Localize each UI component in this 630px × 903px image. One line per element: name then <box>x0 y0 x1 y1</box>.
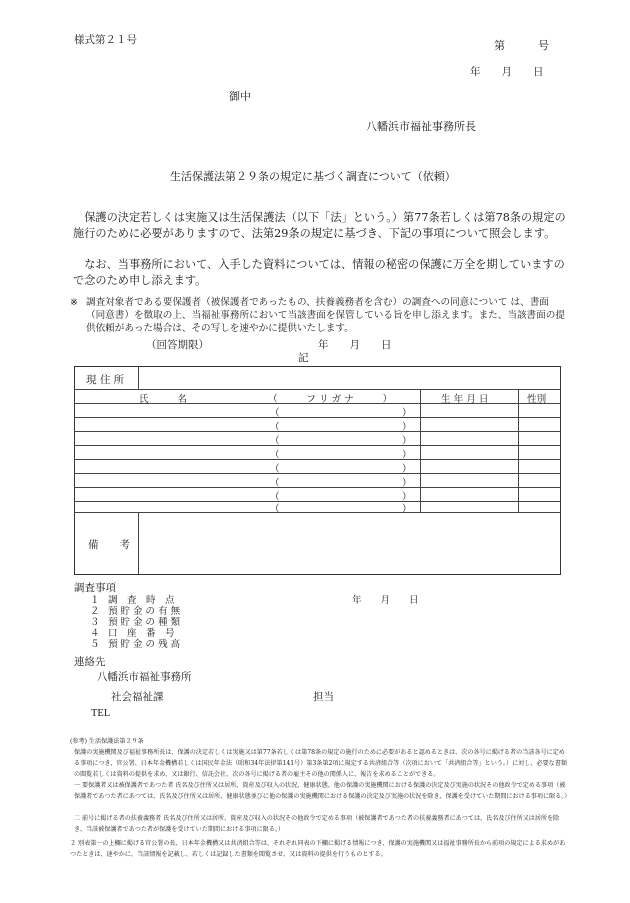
furigana-open-paren: （ <box>270 450 280 461</box>
remarks-label: 備 考 <box>88 539 130 551</box>
column-birthdate: 生 年 月 日 <box>441 394 489 405</box>
survey-item-no: ３ <box>90 617 100 628</box>
survey-item-text: 調 査 時 点 <box>108 595 175 606</box>
document-title: 生活保護法第２９条の規定に基づく調査について（依頼） <box>170 170 456 183</box>
furigana-close-paren: ） <box>402 478 412 489</box>
body-paragraph-2: なお、当事務所において、入手した資料については、情報の秘密の保護に万全を期していますので念のため申し添えます。 <box>73 258 565 287</box>
deadline-label: （回答期限） <box>146 339 209 351</box>
furigana-open-paren: （ <box>270 478 280 489</box>
addressee-suffix: 御中 <box>229 90 251 103</box>
furigana-open-paren: （ <box>270 408 280 419</box>
reference-title: (参考) 生活保護法第２９条 <box>70 738 144 745</box>
furigana-close-paren: ） <box>402 464 412 475</box>
survey-point-date: 年 月 日 <box>352 595 419 606</box>
address-label: 現 住 所 <box>86 374 125 386</box>
survey-item-text: 預 貯 金 の 残 高 <box>108 639 181 650</box>
survey-item-no: ２ <box>90 606 100 617</box>
issue-date-label: 年 月 日 <box>470 66 544 78</box>
furigana-close-paren: ） <box>402 492 412 503</box>
survey-item-no: １ <box>90 595 100 606</box>
contact-office: 八幡浜市福祉事務所 <box>97 671 192 683</box>
column-name: 氏 名 <box>139 394 187 405</box>
furigana-open-paren: （ <box>270 492 280 503</box>
sender-name: 八幡浜市福祉事務所長 <box>366 120 476 133</box>
furigana-open-paren: （ <box>270 422 280 433</box>
reference-paragraph-2: 一 要保護者又は被保護者であつた者 氏名及び住所又は居所、資産及び収入の状況、健康状態、他の保護の実施機関における保護の決定及び実施の状況その他政令で定める事項（被保護者であつた者にあつては、氏名及び住所又は居所、健康状態並びに他の保護の実施機関における保護の決定及び実施の状況を除き、保護を受けていた期間における事項に限る。） <box>74 782 571 800</box>
survey-item-text: 口 座 番 号 <box>108 628 175 639</box>
survey-items-heading: 調査事項 <box>74 582 116 594</box>
contact-heading: 連絡先 <box>74 656 106 668</box>
furigana-close-paren: ） <box>402 408 412 419</box>
contact-person-label: 担当 <box>313 691 334 703</box>
column-furigana: （ フ リ ガ ナ ） <box>268 394 393 405</box>
consent-note-text: 調査対象者である要保護者（被保護者であったもの、扶養義務者を含む）の調査への同意について は、書面（同意書）を徴取の上、当福祉事務所において当該書面を保管している旨を申し添えます。また、当該書面の提供依頼があった場合は、その写しを速やかに提供いたします。 <box>86 297 565 334</box>
document-number-label: 第 号 <box>494 39 549 52</box>
survey-item-text: 預 貯 金 の 種 類 <box>108 617 181 628</box>
furigana-close-paren: ） <box>402 504 412 515</box>
contact-section: 社会福祉課 <box>111 691 164 703</box>
ki-marker: 記 <box>298 352 309 364</box>
furigana-open-paren: （ <box>270 504 280 515</box>
form-number: 様式第２１号 <box>74 34 137 46</box>
furigana-open-paren: （ <box>270 436 280 447</box>
body-paragraph-1: 保護の決定若しくは実施又は生活保護法（以下「法」という。）第77条若しくは第78条の規定の施行のために必要がありますので、法第29条の規定に基づき、下記の事項について照会します。 <box>73 211 566 240</box>
consent-note-mark: ※ <box>70 297 79 308</box>
column-sex: 性別 <box>527 394 547 405</box>
reference-paragraph-3: 二 前号に掲げる者の扶養義務者 氏名及び住所又は居所、資産及び収入の状況その他政令で定める事項（被保護者であつた者の扶養義務者にあつては、氏名及び住所又は居所を除き、当該被保護者であつた者が保護を受けていた期間における事項に限る。） <box>74 815 560 833</box>
reference-paragraph-4: ２ 別表第一の上欄に掲げる官公署の長、日本年金機構又は共済組合等は、それぞれ同表の下欄に掲げる情報につき、保護の実施機関又は福祉事務所長から前項の規定による求めがあつたときは、速やかに、当該情報を記載し、若しくは記録した書類を閲覧させ、又は資料の提供を行うものとする。 <box>70 840 566 858</box>
furigana-close-paren: ） <box>402 450 412 461</box>
furigana-open-paren: （ <box>270 464 280 475</box>
deadline-date: 年 月 日 <box>318 339 392 351</box>
survey-item-text: 預 貯 金 の 有 無 <box>108 606 181 617</box>
reference-paragraph-1: 保護の実施機関及び福祉事務所長は、保護の決定若しくは実施又は第77条若しくは第78条の規定の施行のために必要があると認めるときは、次の各号に掲げる者の当該各号に定める事項につき、官公署、日本年金機構若しくは国民年金法（昭和34年法律第141号）第3条第2項に規定する共済組合等（次項において「共済組合等」という。）に対し、必要な書類の閲覧若しくは資料の提供を求め、又は銀行、信託会社、次の各号に掲げる者の雇主その他の関係人に、報告を求めることができる。 <box>74 749 567 778</box>
furigana-close-paren: ） <box>402 422 412 433</box>
furigana-close-paren: ） <box>402 436 412 447</box>
survey-item-no: ５ <box>90 639 100 650</box>
survey-item-no: ４ <box>90 628 100 639</box>
contact-tel-label: TEL <box>91 708 111 719</box>
